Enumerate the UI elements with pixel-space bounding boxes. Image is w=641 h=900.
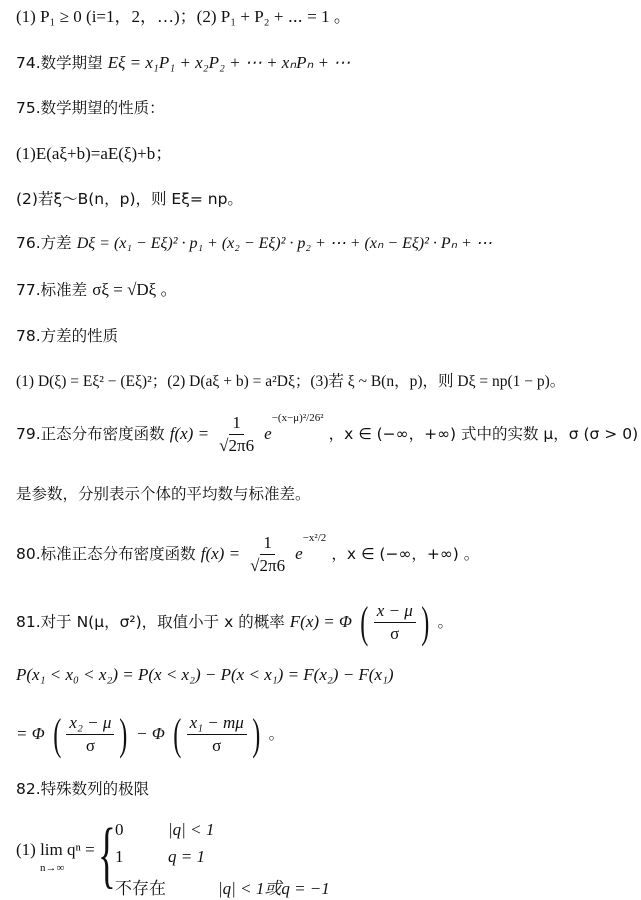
heading-80: 80.标准正态分布密度函数	[16, 545, 196, 563]
heading-78: 78.方差的性质	[16, 327, 119, 345]
lim-subscript: n→∞	[40, 862, 65, 874]
end-81: 。	[437, 613, 454, 631]
eq-phi: = Φ	[16, 724, 45, 743]
right-paren-a: )	[119, 709, 128, 759]
line-81	[16, 597, 454, 647]
formula-76: Dξ = (x₁ − Eξ)² · p₁ + (x₂ − Eξ)² · p₂ + ⋯ + (xₙ − Eξ)² · Pₙ + ⋯	[76, 235, 492, 252]
denominator-81: σ	[390, 624, 400, 643]
fraction-79	[216, 412, 257, 457]
line-75-2: (2)若ξ～B(n，p)，则 Eξ= np。	[16, 190, 243, 208]
line-74	[16, 52, 350, 74]
exponent-80: −x²/2	[302, 532, 327, 544]
fraction-81-b	[187, 712, 247, 757]
case-1-value: 0	[115, 820, 124, 839]
numerator-81-a: x₂ − μ	[66, 712, 114, 735]
heading-76: 76.方差	[16, 234, 72, 252]
fraction-80	[247, 532, 288, 577]
formula-74: Eξ = x₁P₁ + x₂P₂ + ⋯ + xₙPₙ + ⋯	[107, 53, 351, 72]
right-paren-b: )	[252, 709, 261, 759]
line-78-1: (1) D(ξ) = Eξ² − (Eξ)²；(2) D(aξ + b) = a²Dξ；(3)若 ξ ~ B(n，p)，则 Dξ = np(1 − p)。	[16, 373, 566, 390]
right-paren: )	[421, 597, 430, 647]
fx-80: f(x) =	[200, 544, 241, 563]
fx-81: F(x) = Φ	[289, 612, 352, 631]
denominator-80: √2π6	[250, 556, 286, 575]
denominator-81-b: σ	[212, 736, 222, 755]
minus-phi: − Φ	[136, 724, 165, 743]
case-1-condition: |q| < 1	[168, 820, 215, 839]
exponent-79: −(x−μ)²/26²	[271, 412, 324, 424]
left-paren: (	[360, 597, 369, 647]
line-81-prob: P(x₁ < x₀ < x₂) = P(x < x₂) − P(x < x₁) = F(x₂) − F(x₁)	[16, 665, 394, 684]
paren-81-a	[50, 709, 131, 759]
line-75-1: (1)E(aξ+b)=aE(ξ)+b；	[16, 144, 173, 163]
tail-79: ，x ∈ (−∞，+∞) 式中的实数 μ，σ (σ > 0)	[328, 425, 639, 443]
numerator-81: x − μ	[374, 600, 416, 623]
denominator-79: √2π6	[219, 436, 255, 455]
end-81-b: 。	[268, 725, 285, 743]
paren-81-b	[170, 709, 264, 759]
line-77	[16, 279, 178, 301]
denominator-81-a: σ	[85, 736, 95, 755]
numerator-79: 1	[229, 412, 244, 435]
heading-79: 79.正态分布密度函数	[16, 425, 165, 443]
case-3-condition: |q| < 1或q = −1	[218, 879, 330, 898]
line-80	[16, 532, 479, 577]
left-brace: {	[98, 814, 116, 896]
numerator-80: 1	[260, 532, 275, 555]
e-79: e	[264, 424, 272, 443]
case-3-value: 不存在	[115, 879, 166, 898]
line-73: (1) P₁ ≥ 0 (i=1，2，…)；(2) P₁ + P₂ + ⋯ = 1 。	[16, 7, 351, 26]
case-2-condition: q = 1	[168, 847, 205, 866]
fraction-81	[374, 600, 416, 645]
e-80: e	[295, 544, 303, 563]
fx-79: f(x) =	[169, 424, 210, 443]
paren-81	[357, 597, 432, 647]
numerator-81-b: x₁ − mμ	[187, 712, 247, 735]
left-paren-a: (	[53, 709, 62, 759]
case-2-value: 1	[115, 847, 124, 866]
tail-80: ，x ∈ (−∞，+∞) 。	[331, 545, 480, 563]
heading-74: 74.数学期望	[16, 54, 103, 72]
fraction-81-a	[66, 712, 114, 757]
heading-75: 75.数学期望的性质：	[16, 99, 165, 117]
heading-82: 82.特殊数列的极限	[16, 780, 150, 798]
line-79	[16, 412, 638, 457]
heading-77: 77.标准差	[16, 281, 88, 299]
formula-77: σξ = √Dξ 。	[92, 280, 178, 299]
lim-expr: (1) lim qⁿ =	[16, 840, 95, 859]
line-81-phi	[16, 709, 285, 759]
heading-81: 81.对于 N(μ，σ²)，取值小于 x 的概率	[16, 613, 285, 631]
line-79-cont: 是参数，分别表示个体的平均数与标准差。	[16, 485, 311, 503]
line-76	[16, 232, 492, 255]
left-paren-b: (	[173, 709, 182, 759]
